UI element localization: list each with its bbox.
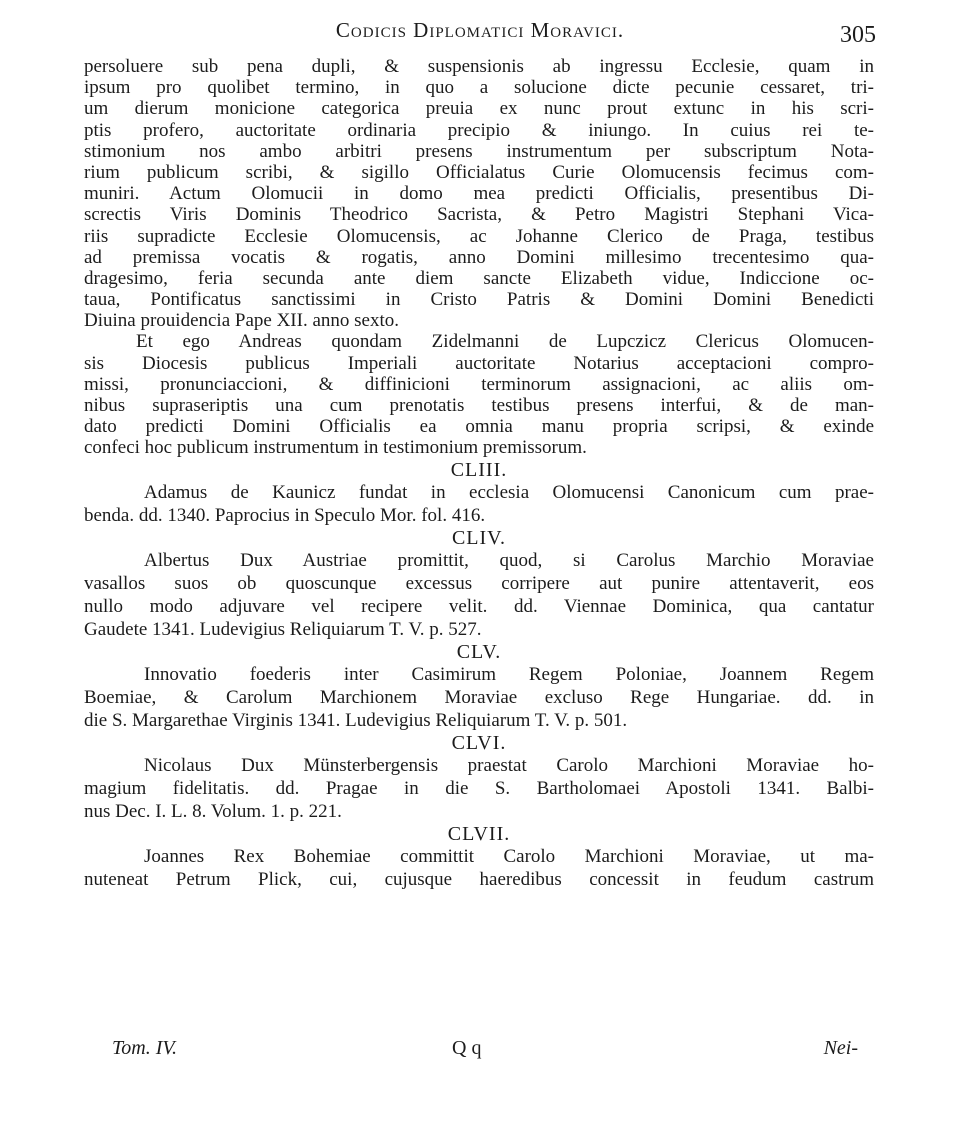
regest-line: nullo modo adjuvare vel recipere velit. dd. Viennae Dominica, qua cantatur (84, 595, 874, 617)
entry-number: CLIV. (451, 526, 507, 549)
signature-mark: Q q (452, 1037, 482, 1059)
regest-line: benda. dd. 1340. Paprocius in Speculo Mor. fol. 416. (84, 504, 486, 526)
entry-157 (84, 823, 874, 891)
regest-line: Albertus Dux Austriae promittit, quod, si Carolus Marchio Moraviae (144, 549, 874, 571)
regest-line: Innovatio foederis inter Casimirum Regem Poloniae, Joannem Regem (144, 663, 874, 685)
page-footer (112, 1037, 858, 1063)
text-line: Et ego Andreas quondam Zidelmanni de Lupczicz Clericus Olomucen- (136, 331, 874, 353)
regest-line: Nicolaus Dux Münsterbergensis praestat Carolo Marchioni Moraviae ho- (144, 754, 874, 776)
paragraph-2 (84, 331, 874, 458)
paragraph-1 (84, 56, 874, 331)
entry-156 (84, 732, 874, 823)
regest-line: Joannes Rex Bohemiae committit Carolo Marchioni Moraviae, ut ma- (144, 845, 874, 867)
catchword: Nei- (823, 1037, 858, 1059)
text-line: missi, pronunciaccioni, & diffinicioni terminorum assignacioni, ac aliis om- (84, 373, 874, 395)
regest-line: magium fidelitatis. dd. Pragae in die S. Bartholomaei Apostoli 1341. Balbi- (84, 777, 874, 799)
regest-line: Gaudete 1341. Ludevigius Reliquiarum T. V. p. 527. (84, 618, 482, 640)
text-line: persoluere sub pena dupli, & suspensionis ab ingressu Ecclesie, quam in (84, 56, 874, 77)
regest-line: nuteneat Petrum Plick, cui, cujusque haeredibus concessit in feudum castrum (84, 868, 874, 890)
regest-line: die S. Margarethae Virginis 1341. Ludevigius Reliquiarum T. V. p. 501. (84, 709, 628, 731)
regest-line: Adamus de Kaunicz fundat in ecclesia Olomucensi Canonicum cum prae- (144, 481, 874, 503)
page-number: 305 (840, 22, 876, 48)
text-line: confeci hoc publicum instrumentum in testimonium premissorum. (84, 437, 587, 459)
regest-line: Boemiae, & Carolum Marchionem Moraviae excluso Rege Hungariae. dd. in (84, 686, 874, 708)
regest-line: vasallos suos ob quoscunque excessus corripere aut punire attentaverit, eos (84, 572, 874, 594)
body-text (84, 56, 874, 891)
text-line: ptis profero, auctoritate ordinaria precipio & iniungo. In cuius rei te- (84, 119, 874, 141)
text-line: muniri. Actum Olomucii in domo mea predicti Officialis, presentibus Di- (84, 183, 874, 205)
entry-154 (84, 527, 874, 641)
entry-number: CLVII. (447, 822, 511, 845)
text-line: um dierum monicione categorica preuia ex nunc prout extunc in his scri- (84, 98, 874, 120)
running-title: Codicis Diplomatici Moravici. (335, 18, 625, 42)
text-line: dato predicti Domini Officialis ea omnia manu propria scripsi, & exinde (84, 416, 874, 438)
entry-number: CLVI. (451, 731, 507, 754)
text-line: rium publicum scribi, & sigillo Officialatus Curie Olomucensis fecimus com- (84, 161, 874, 183)
text-line: riis supradicte Ecclesie Olomucensis, ac Johanne Clerico de Praga, testibus (84, 225, 874, 247)
regest-line: nus Dec. I. L. 8. Volum. 1. p. 221. (84, 800, 342, 822)
entry-number: CLV. (456, 640, 502, 663)
text-line: stimonium nos ambo arbitri presens instrumentum per subscriptum Nota- (84, 140, 874, 162)
text-line: taua, Pontificatus sanctissimi in Cristo Patris & Domini Domini Benedicti (84, 289, 874, 311)
text-line: sis Diocesis publicus Imperiali auctoritate Notarius acceptacioni compro- (84, 352, 874, 374)
entry-number: CLIII. (450, 458, 508, 481)
entry-153 (84, 459, 874, 527)
running-head (90, 12, 876, 52)
text-line: ipsum pro quolibet termino, in quo a solucione dicte pecunie cessaret, tri- (84, 77, 874, 99)
text-line: dragesimo, feria secunda ante diem sancte Elizabeth vidue, Indiccione oc- (84, 267, 874, 289)
text-line: Diuina prouidencia Pape XII. anno sexto. (84, 310, 399, 332)
entry-155 (84, 641, 874, 732)
volume-label: Tom. IV. (112, 1037, 178, 1059)
text-line: screctis Viris Dominis Theodrico Sacrista, & Petro Magistri Stephani Vica- (84, 204, 874, 226)
text-line: ad premissa vocatis & rogatis, anno Domini millesimo trecentesimo qua- (84, 246, 874, 268)
text-line: nibus supraseriptis una cum prenotatis testibus presens interfui, & de man- (84, 395, 874, 416)
